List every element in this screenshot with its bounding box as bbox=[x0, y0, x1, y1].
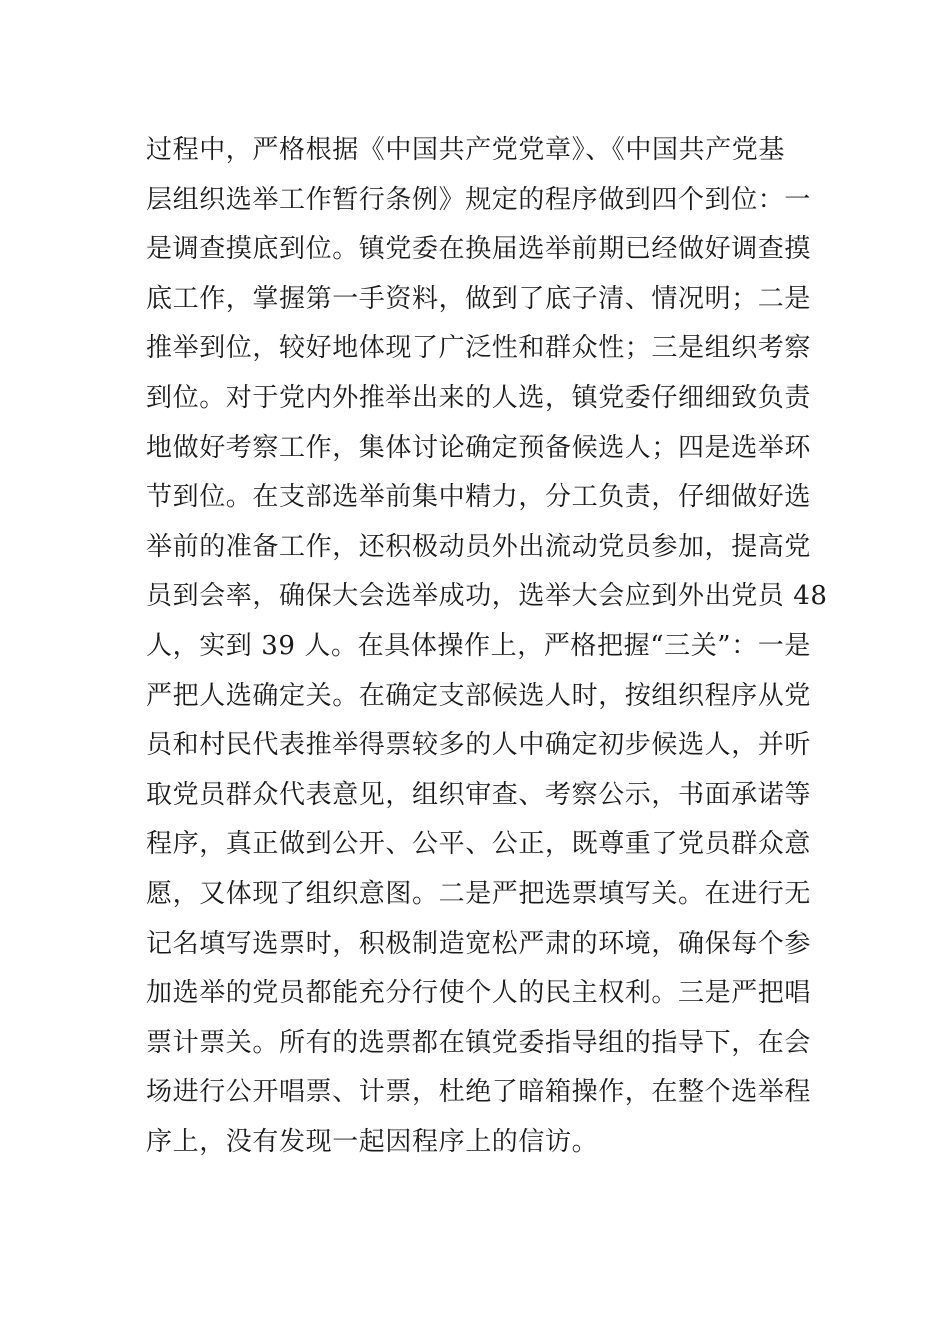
paragraph-line: 取党员群众代表意见，组织审查、考察公示，书面承诺等 bbox=[146, 779, 812, 810]
paragraph-line: 推举到位，较好地体现了广泛性和群众性；三是组织考察 bbox=[146, 333, 812, 364]
paragraph-line: 地做好考察工作，集体讨论确定预备候选人；四是选举环 bbox=[146, 432, 812, 463]
paragraph-line: 票计票关。所有的选票都在镇党委指导组的指导下，在会 bbox=[146, 1027, 812, 1058]
paragraph-line: 是调查摸底到位。镇党委在换届选举前期已经做好调查摸 bbox=[146, 234, 812, 265]
paragraph-line: 愿，又体现了组织意图。二是严把选票填写关。在进行无 bbox=[146, 878, 812, 909]
paragraph-line: 员到会率，确保大会选举成功，选举大会应到外出党员 48 bbox=[146, 581, 828, 612]
paragraph-line: 员和村民代表推举得票较多的人中确定初步候选人，并听 bbox=[146, 730, 812, 761]
paragraph-line: 记名填写选票时，积极制造宽松严肃的环境，确保每个参 bbox=[146, 928, 812, 959]
paragraph-line: 场进行公开唱票、计票，杜绝了暗箱操作，在整个选举程 bbox=[146, 1077, 812, 1108]
paragraph-line: 层组织选举工作暂行条例》规定的程序做到四个到位：一 bbox=[146, 184, 812, 215]
paragraph-line: 节到位。在支部选举前集中精力，分工负责，仔细做好选 bbox=[146, 482, 812, 513]
paragraph-line: 举前的准备工作，还积极动员外出流动党员参加，提高党 bbox=[146, 531, 812, 562]
paragraph-line: 人，实到 39 人。在具体操作上，严格把握“三关”：一是 bbox=[146, 630, 811, 661]
paragraph-line: 程序，真正做到公开、公平、公正，既尊重了党员群众意 bbox=[146, 829, 812, 860]
paragraph-line: 加选举的党员都能充分行使个人的民主权利。三是严把唱 bbox=[146, 978, 812, 1009]
paragraph-line: 过程中，严格根据《中国共产党党章》、《中国共产党基 bbox=[146, 135, 786, 165]
paragraph-line: 到位。对于党内外推举出来的人选，镇党委仔细细致负责 bbox=[146, 382, 812, 413]
paragraph-line: 序上，没有发现一起因程序上的信访。 bbox=[146, 1126, 599, 1157]
paragraph-line: 底工作，掌握第一手资料，做到了底子清、情况明；二是 bbox=[146, 283, 812, 314]
paragraph-line: 严把人选确定关。在确定支部候选人时，按组织程序从党 bbox=[146, 680, 812, 711]
body-paragraph bbox=[146, 126, 828, 1167]
